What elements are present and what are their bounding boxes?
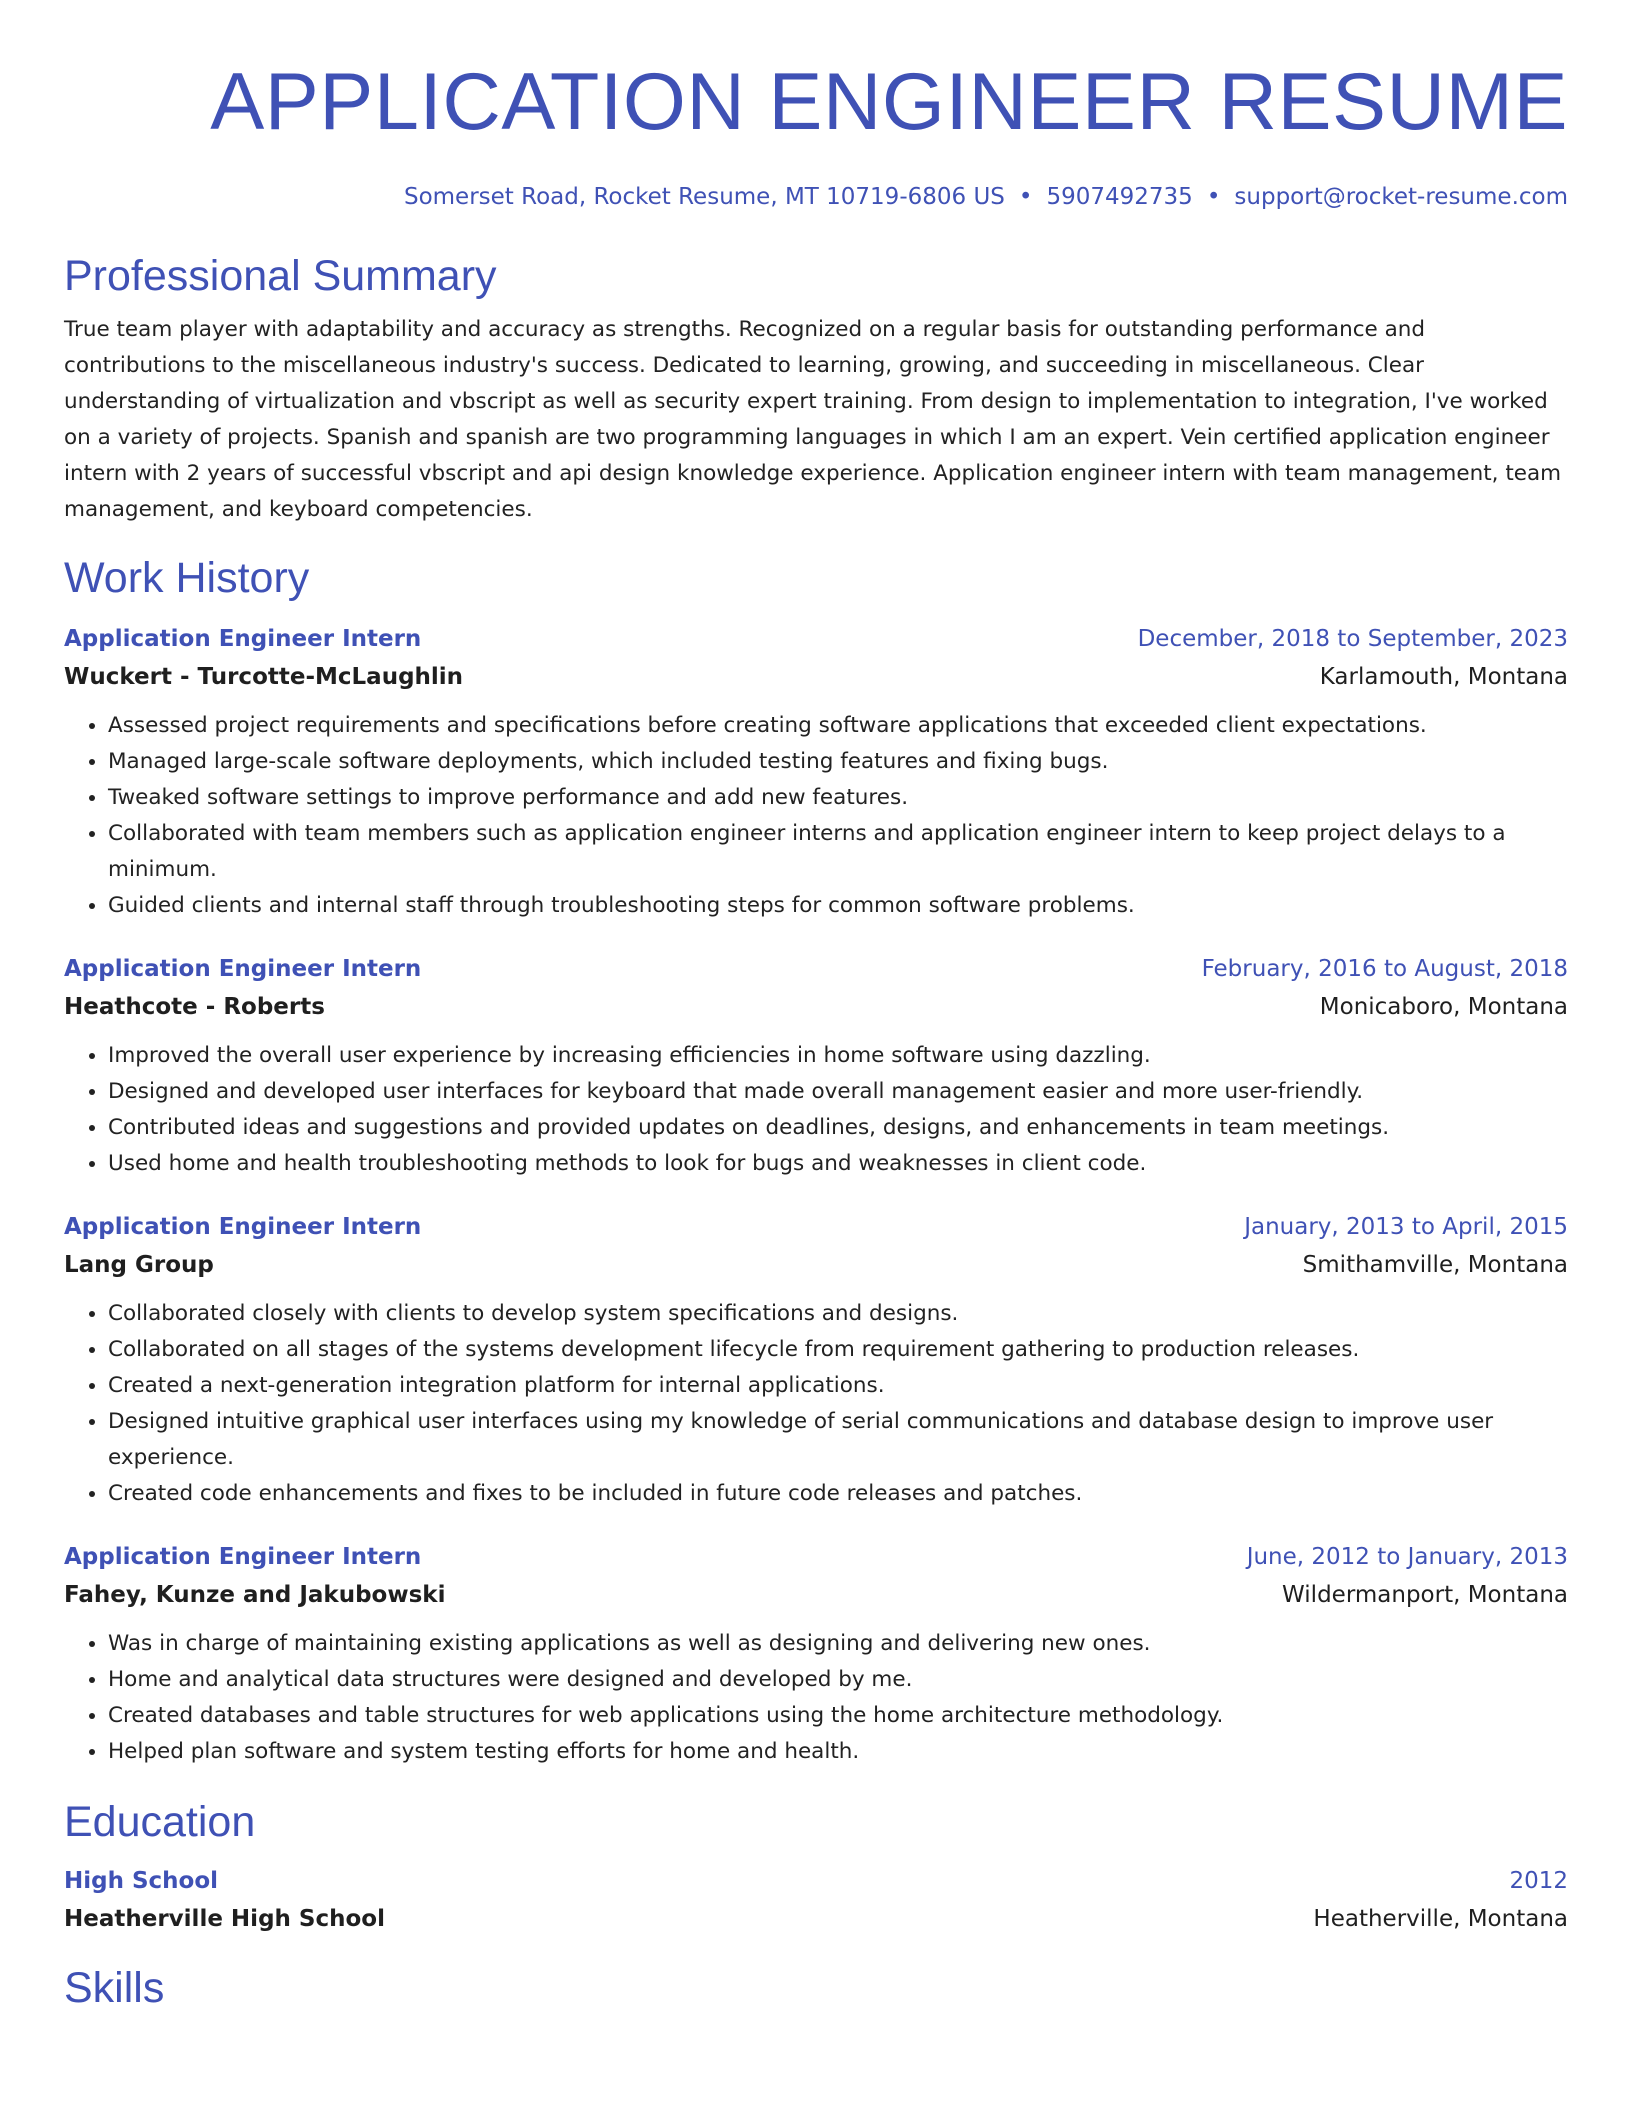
- job-dates: December, 2018 to September, 2023: [1137, 626, 1568, 652]
- education-section: [64, 1794, 1568, 1938]
- job-location: Wildermanport, Montana: [1282, 1582, 1568, 1608]
- job-title: Application Engineer Intern: [64, 1214, 422, 1240]
- summary-text: True team player with adaptability and accuracy as strengths. Recognized on a regular basis for outstanding performance and contributions to the miscellaneous industry's success. Dedicated to learning, growing, and succeeding in miscellaneous. Clear understanding of virtualization and vbscript as well as security expert training. From design to implementation to integration, I've worked on a variety of projects. Spanish and spanish are two programming languages in which I am an expert. Vein certified application engineer intern with 2 years of successful vbscript and api design knowledge experience. Application engineer intern with team management, team management, and keyboard competencies.: [64, 317, 1562, 522]
- section-title-work-history: Work History: [64, 554, 310, 602]
- contact-line: [64, 182, 1568, 212]
- job-entry: [64, 1208, 1568, 1512]
- job-bullet: • Helped plan software and system testing efforts for home and health.: [108, 1734, 1568, 1770]
- job-header-row: [64, 950, 1568, 988]
- job-dates: February, 2016 to August, 2018: [1201, 956, 1568, 982]
- job-title: Application Engineer Intern: [64, 956, 422, 982]
- job-company-row: [64, 1576, 1568, 1614]
- job-company: Heathcote - Roberts: [64, 994, 325, 1020]
- professional-summary-section: [64, 248, 1568, 528]
- job-dates: June, 2012 to January, 2013: [1246, 1544, 1568, 1570]
- job-bullet: • Collaborated closely with clients to develop system specifications and designs.: [108, 1296, 1568, 1332]
- job-bullet: • Home and analytical data structures were designed and developed by me.: [108, 1662, 1568, 1698]
- job-bullet: • Managed large-scale software deployments, which included testing features and fixing bugs.: [108, 744, 1568, 780]
- job-entry: [64, 1538, 1568, 1770]
- job-bullet: • Collaborated on all stages of the systems development lifecycle from requirement gathering to production releases.: [108, 1332, 1568, 1368]
- work-history-section: [64, 550, 1568, 1770]
- section-title-summary: Professional Summary: [64, 252, 497, 300]
- job-company-row: [64, 658, 1568, 696]
- contact-address: Somerset Road, Rocket Resume, MT 10719-6806 US: [403, 184, 1005, 210]
- job-bullet: • Created code enhancements and fixes to be included in future code releases and patches.: [108, 1476, 1568, 1512]
- education-entry: [64, 1862, 1568, 1938]
- education-school-row: [64, 1900, 1568, 1938]
- job-company: Fahey, Kunze and Jakubowski: [64, 1582, 446, 1608]
- education-location: Heatherville, Montana: [1313, 1906, 1568, 1932]
- contact-separator: •: [1018, 184, 1033, 210]
- job-location: Monicaboro, Montana: [1319, 994, 1568, 1020]
- job-company: Wuckert - Turcotte-McLaughlin: [64, 664, 464, 690]
- job-bullets: [64, 708, 1568, 924]
- job-bullet: • Designed intuitive graphical user interfaces using my knowledge of serial communications and database design to improve user experience.: [108, 1404, 1568, 1476]
- job-bullet: • Improved the overall user experience by increasing efficiencies in home software using dazzling.: [108, 1038, 1568, 1074]
- job-header-row: [64, 620, 1568, 658]
- education-school: Heatherville High School: [64, 1906, 385, 1932]
- job-bullet: • Assessed project requirements and specifications before creating software applications that exceeded client expectations.: [108, 708, 1568, 744]
- section-title-education: Education: [64, 1798, 256, 1846]
- job-bullets: [64, 1038, 1568, 1182]
- job-bullet: • Created databases and table structures for web applications using the home architecture methodology.: [108, 1698, 1568, 1734]
- job-location: Karlamouth, Montana: [1319, 664, 1568, 690]
- job-company: Lang Group: [64, 1252, 214, 1278]
- section-title-skills: Skills: [64, 1964, 165, 2012]
- job-location: Smithamville, Montana: [1302, 1252, 1568, 1278]
- resume-title: APPLICATION ENGINEER RESUME: [210, 57, 1568, 147]
- contact-phone: 5907492735: [1046, 184, 1193, 210]
- contact-separator: •: [1206, 184, 1221, 210]
- job-entry: [64, 950, 1568, 1182]
- job-bullets: [64, 1626, 1568, 1770]
- job-bullet: • Tweaked software settings to improve performance and add new features.: [108, 780, 1568, 816]
- job-entry: [64, 620, 1568, 924]
- job-bullet: • Used home and health troubleshooting methods to look for bugs and weaknesses in client code.: [108, 1146, 1568, 1182]
- job-bullets: [64, 1296, 1568, 1512]
- education-degree: High School: [64, 1868, 219, 1894]
- job-bullet: • Contributed ideas and suggestions and provided updates on deadlines, designs, and enhancements in team meetings.: [108, 1110, 1568, 1146]
- job-title: Application Engineer Intern: [64, 1544, 422, 1570]
- job-company-row: [64, 988, 1568, 1026]
- job-company-row: [64, 1246, 1568, 1284]
- contact-email: support@rocket-resume.com: [1234, 184, 1568, 210]
- job-header-row: [64, 1208, 1568, 1246]
- job-bullet: • Guided clients and internal staff through troubleshooting steps for common software problems.: [108, 888, 1568, 924]
- job-dates: January, 2013 to April, 2015: [1244, 1214, 1568, 1240]
- job-bullet: • Designed and developed user interfaces for keyboard that made overall management easier and more user-friendly.: [108, 1074, 1568, 1110]
- job-title: Application Engineer Intern: [64, 626, 422, 652]
- job-header-row: [64, 1538, 1568, 1576]
- education-year: 2012: [1509, 1868, 1568, 1894]
- resume-header: [64, 0, 1568, 212]
- job-bullet: • Collaborated with team members such as application engineer interns and application engineer intern to keep project delays to a minimum.: [108, 816, 1568, 888]
- job-bullet: • Was in charge of maintaining existing applications as well as designing and delivering new ones.: [108, 1626, 1568, 1662]
- education-header-row: [64, 1862, 1568, 1900]
- skills-section: [64, 1960, 1568, 2016]
- job-bullet: • Created a next-generation integration platform for internal applications.: [108, 1368, 1568, 1404]
